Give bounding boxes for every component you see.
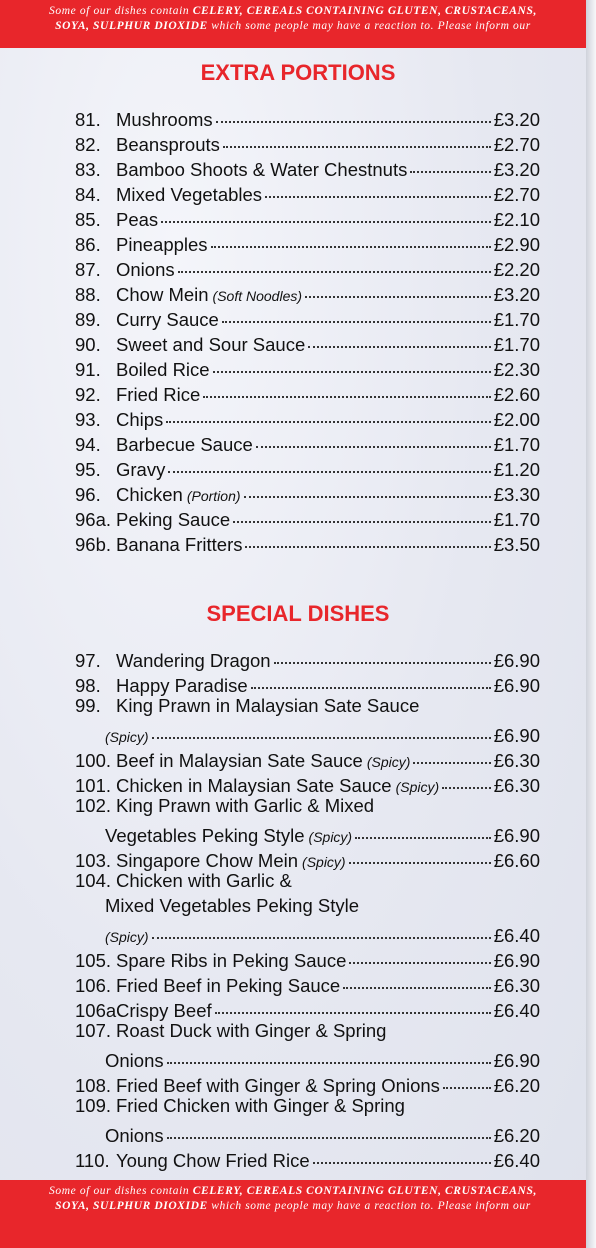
- dot-leader: [308, 326, 490, 348]
- item-number: 105.: [75, 950, 112, 971]
- item-name: Curry Sauce: [116, 309, 219, 330]
- item-price: £6.90: [493, 675, 540, 696]
- item-number: 98.: [75, 675, 101, 696]
- allergen-text: Some of our dishes contain: [49, 5, 193, 17]
- item-name: Mixed Vegetables: [116, 184, 263, 205]
- item-number: 97.: [75, 650, 101, 671]
- item-number: 93.: [75, 409, 101, 430]
- item-name: Fried Beef in Peking Sauce: [116, 975, 341, 996]
- item-price: £3.20: [493, 159, 540, 180]
- item-number: 90.: [75, 334, 101, 355]
- item-name: Chicken: [116, 484, 183, 505]
- menu-item: [75, 995, 540, 1020]
- menu-item: [75, 1145, 540, 1170]
- item-price: £3.20: [493, 284, 540, 305]
- item-name: Sweet and Sour Sauce: [116, 334, 306, 355]
- item-note: (Spicy): [105, 729, 149, 745]
- item-number: 100.: [75, 750, 112, 771]
- item-number: 81.: [75, 109, 101, 130]
- item-number: 107.: [75, 1020, 112, 1041]
- allergen-text: which some people may have a reaction to. Please inform our: [207, 20, 531, 32]
- extra-portions-heading: EXTRA PORTIONS: [200, 60, 396, 85]
- menu-item: [75, 1070, 540, 1095]
- dot-leader: [178, 251, 491, 273]
- item-name: Beansprouts: [116, 134, 220, 155]
- item-price: £6.30: [493, 975, 540, 996]
- dot-leader: [413, 742, 490, 764]
- dot-leader: [152, 917, 491, 939]
- item-name: Peas: [116, 209, 159, 230]
- item-price: £2.70: [493, 134, 540, 155]
- item-number: 99.: [75, 695, 101, 716]
- item-name: Chips: [116, 409, 164, 430]
- dot-leader: [313, 1142, 491, 1164]
- item-name: Wandering Dragon: [116, 650, 271, 671]
- item-name: King Prawn in Malaysian Sate Sauce: [116, 695, 420, 716]
- dot-leader: [265, 176, 491, 198]
- extra-portions-list: [75, 104, 540, 554]
- dot-leader: [216, 101, 491, 123]
- item-number: 101.: [75, 775, 112, 796]
- item-number: 87.: [75, 259, 101, 280]
- item-number: 91.: [75, 359, 101, 380]
- menu-item: [75, 845, 540, 870]
- dot-leader: [222, 301, 491, 323]
- item-number: 85.: [75, 209, 101, 230]
- item-price: £6.90: [493, 650, 540, 671]
- special-dishes-heading: SPECIAL DISHES: [206, 601, 390, 626]
- item-price: £3.30: [493, 484, 540, 505]
- item-name: Crispy Beef: [116, 1000, 212, 1021]
- item-note: (Spicy): [308, 829, 353, 845]
- item-note: (Soft Noodles): [212, 288, 303, 304]
- item-price: £6.60: [493, 850, 540, 871]
- item-price: £1.70: [493, 334, 540, 355]
- item-price: £2.10: [493, 209, 540, 230]
- item-price: £6.90: [493, 950, 540, 971]
- dot-leader: [343, 967, 491, 989]
- allergen-text-bold: CELERY, CEREALS CONTAINING GLUTEN, CRUSTACEANS,: [192, 1185, 537, 1197]
- item-name: Mixed Vegetables Peking Style: [105, 895, 360, 916]
- item-number: 103.: [75, 850, 112, 871]
- dot-leader: [251, 667, 491, 689]
- item-number: 102.: [75, 795, 112, 816]
- item-number: 89.: [75, 309, 101, 330]
- item-price: £1.70: [493, 434, 540, 455]
- special-dishes-list: [75, 645, 540, 1170]
- dot-leader: [168, 451, 490, 473]
- dot-leader: [152, 717, 491, 739]
- item-name: Onions: [105, 1050, 164, 1071]
- item-name: Young Chow Fried Rice: [116, 1150, 310, 1171]
- item-name: Vegetables Peking Style: [105, 825, 305, 846]
- item-price: £6.40: [493, 1000, 540, 1021]
- item-price: £6.30: [493, 750, 540, 771]
- item-price: £6.40: [493, 925, 540, 946]
- dot-leader: [223, 126, 491, 148]
- item-price: £6.90: [493, 725, 540, 746]
- dot-leader: [244, 476, 491, 498]
- dot-leader: [305, 276, 491, 298]
- item-note: (Portion): [186, 488, 241, 504]
- item-number: 94.: [75, 434, 101, 455]
- item-price: £6.30: [493, 775, 540, 796]
- dot-leader: [355, 817, 491, 839]
- dot-leader: [349, 942, 490, 964]
- item-name: Chow Mein: [116, 284, 209, 305]
- menu-item: [75, 529, 540, 554]
- dot-leader: [211, 226, 491, 248]
- item-price: £6.20: [493, 1075, 540, 1096]
- dot-leader: [349, 842, 491, 864]
- item-name: Fried Chicken with Ginger & Spring: [116, 1095, 405, 1116]
- allergen-text-bold: SOYA, SULPHUR DIOXIDE: [55, 1200, 208, 1212]
- item-price: £6.40: [493, 1150, 540, 1171]
- item-name: Beef in Malaysian Sate Sauce: [116, 750, 363, 771]
- item-name: Fried Beef with Ginger & Spring Onions: [116, 1075, 440, 1096]
- item-name: Boiled Rice: [116, 359, 210, 380]
- item-number: 88.: [75, 284, 101, 305]
- item-name: Chicken in Malaysian Sate Sauce: [116, 775, 392, 796]
- item-name: Onions: [105, 1125, 164, 1146]
- dot-leader: [256, 426, 491, 448]
- item-note: (Spicy): [395, 779, 440, 795]
- dot-leader: [274, 642, 491, 664]
- item-price: £1.20: [493, 459, 540, 480]
- item-number: 96a.: [75, 509, 112, 530]
- item-name: Pineapples: [116, 234, 208, 255]
- item-price: £6.90: [493, 1050, 540, 1071]
- menu-item: [75, 870, 540, 895]
- item-price: £6.20: [493, 1125, 540, 1146]
- item-number: 84.: [75, 184, 101, 205]
- dot-leader: [442, 767, 491, 789]
- menu-item: [75, 670, 540, 695]
- dot-leader: [233, 501, 491, 523]
- item-name: Mushrooms: [116, 109, 213, 130]
- dot-leader: [167, 1042, 491, 1064]
- item-name: Onions: [116, 259, 175, 280]
- item-number: 96.: [75, 484, 101, 505]
- item-name: Bamboo Shoots & Water Chestnuts: [116, 159, 408, 180]
- allergen-text-bold: CELERY, CEREALS CONTAINING GLUTEN, CRUSTACEANS,: [192, 5, 537, 17]
- item-name: Fried Rice: [116, 384, 201, 405]
- menu-item: [75, 770, 540, 795]
- item-name: Chicken with Garlic &: [116, 870, 292, 891]
- item-price: £6.90: [493, 825, 540, 846]
- item-number: 109.: [75, 1095, 112, 1116]
- item-price: £2.90: [493, 234, 540, 255]
- item-number: 96b.: [75, 534, 112, 555]
- dot-leader: [410, 151, 490, 173]
- dot-leader: [443, 1067, 491, 1089]
- item-number: 95.: [75, 459, 101, 480]
- dot-leader: [161, 201, 491, 223]
- item-number: 86.: [75, 234, 101, 255]
- item-price: £2.70: [493, 184, 540, 205]
- item-name: Barbecue Sauce: [116, 434, 253, 455]
- item-price: £2.30: [493, 359, 540, 380]
- item-note: (Spicy): [105, 929, 149, 945]
- item-price: £2.20: [493, 259, 540, 280]
- item-name: King Prawn with Garlic & Mixed: [116, 795, 375, 816]
- item-name: Banana Fritters: [116, 534, 243, 555]
- dot-leader: [203, 376, 490, 398]
- dot-leader: [245, 526, 490, 548]
- item-number: 92.: [75, 384, 101, 405]
- item-number: 106a: [75, 1000, 117, 1021]
- item-price: £1.70: [493, 509, 540, 530]
- dot-leader: [167, 1117, 491, 1139]
- dot-leader: [213, 351, 491, 373]
- item-price: £1.70: [493, 309, 540, 330]
- item-name: Singapore Chow Mein: [116, 850, 299, 871]
- item-price: £2.60: [493, 384, 540, 405]
- item-name: Gravy: [116, 459, 166, 480]
- allergen-text-bold: SOYA, SULPHUR DIOXIDE: [55, 20, 208, 32]
- item-note: (Spicy): [302, 854, 346, 870]
- dot-leader: [166, 401, 490, 423]
- allergen-banner-bottom: [0, 1180, 586, 1248]
- allergen-banner-top: [0, 0, 586, 48]
- item-number: 110.: [75, 1150, 110, 1171]
- item-number: 108.: [75, 1075, 112, 1096]
- item-number: 82.: [75, 134, 101, 155]
- item-price: £3.20: [493, 109, 540, 130]
- item-price: £2.00: [493, 409, 540, 430]
- item-name: Spare Ribs in Peking Sauce: [116, 950, 347, 971]
- dot-leader: [215, 992, 491, 1014]
- item-name: Roast Duck with Ginger & Spring: [116, 1020, 387, 1041]
- item-number: 106.: [75, 975, 112, 996]
- item-note: (Spicy): [366, 754, 411, 770]
- item-name: Peking Sauce: [116, 509, 231, 530]
- allergen-text: which some people may have a reaction to. Please inform our: [207, 1200, 531, 1212]
- item-price: £3.50: [493, 534, 540, 555]
- item-number: 104.: [75, 870, 112, 891]
- item-name: Happy Paradise: [116, 675, 248, 696]
- item-number: 83.: [75, 159, 101, 180]
- allergen-text: Some of our dishes contain: [49, 1185, 193, 1197]
